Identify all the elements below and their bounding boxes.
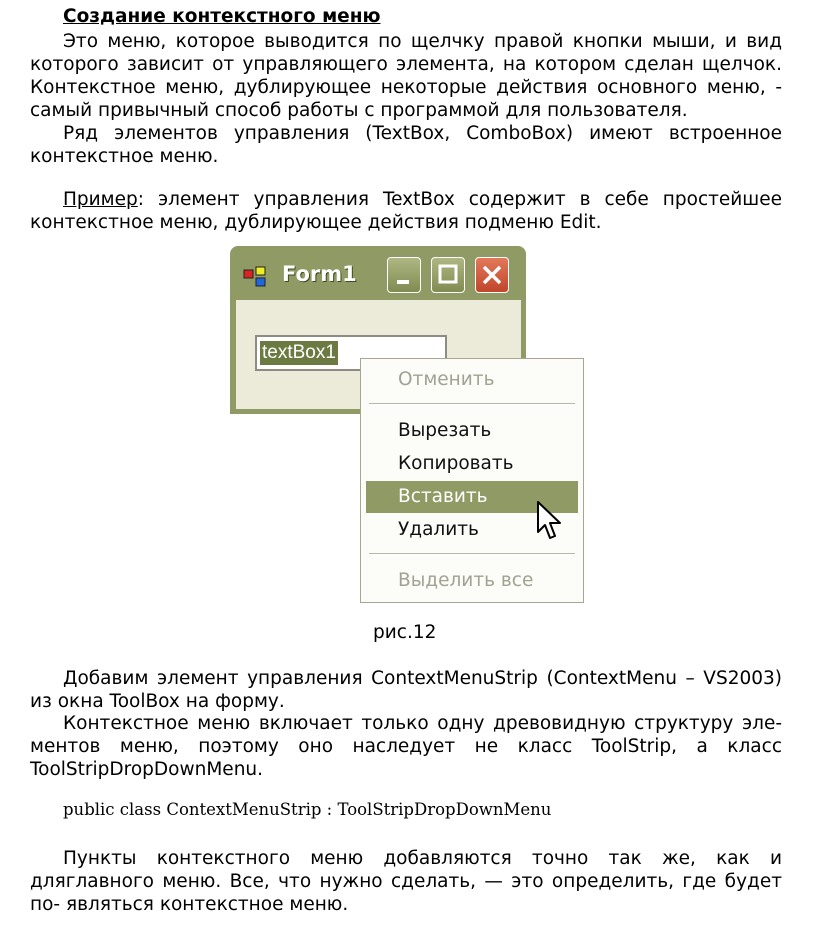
figure-caption: рис.12 [373, 622, 437, 643]
maximize-icon [432, 258, 464, 292]
menu-item-select-all[interactable]: Выделить все [398, 570, 534, 591]
close-button[interactable] [475, 257, 509, 293]
page-heading: Создание контекстного меню [63, 6, 381, 27]
menu-separator [369, 553, 575, 555]
menu-item-copy[interactable]: Копировать [398, 453, 514, 474]
context-menu [360, 358, 584, 603]
paragraph-6: Пункты контекстного меню добавляются точно так же, как и дляглавного меню. Все, что нужно сделать, — это определить, где будет по- являться контекстное меню. [30, 848, 782, 915]
minimize-button[interactable] [387, 257, 421, 293]
window-title: Form1 [282, 262, 357, 286]
menu-item-paste[interactable]: Вставить [366, 481, 578, 513]
code-line: public class ContextMenuStrip : ToolStripDropDownMenu [63, 800, 552, 819]
maximize-button[interactable] [431, 257, 465, 293]
example-label: Пример [63, 189, 138, 210]
paragraph-5: Контекстное меню включает только одну древовидную структуру эле-ментов меню, поэтому оно наследует не класс ToolStrip, а класс ToolStripDropDownMenu. [30, 713, 782, 780]
paragraph-1: Это меню, которое выводится по щелчку правой кнопки мыши, и вид которого зависит от управляющего элемента, на котором сделан щелчок. Контекстное меню, дублирующее некоторые действия основного меню, - самый привычный способ работы с программой для пользователя. [30, 31, 782, 121]
menu-item-cut[interactable]: Вырезать [398, 420, 492, 441]
paragraph-4: Добавим элемент управления ContextMenuStrip (ContextMenu – VS2003) из окна ToolBox на форму. [30, 668, 782, 712]
menu-item-delete[interactable]: Удалить [398, 519, 479, 540]
paragraph-example: Пример: элемент управления TextBox содержит в себе простейшее контекстное меню, дублирующее действия подменю Edit. [30, 189, 782, 233]
close-icon [476, 258, 508, 292]
mouse-pointer-icon [536, 500, 566, 544]
app-icon [243, 266, 269, 288]
menu-item-undo[interactable]: Отменить [398, 369, 495, 390]
paragraph-2: Ряд элементов управления (TextBox, ComboBox) имеют встроенное контекстное меню. [30, 123, 782, 167]
minimize-icon [388, 258, 420, 292]
menu-separator [369, 403, 575, 405]
textbox-value: textBox1 [262, 342, 336, 363]
